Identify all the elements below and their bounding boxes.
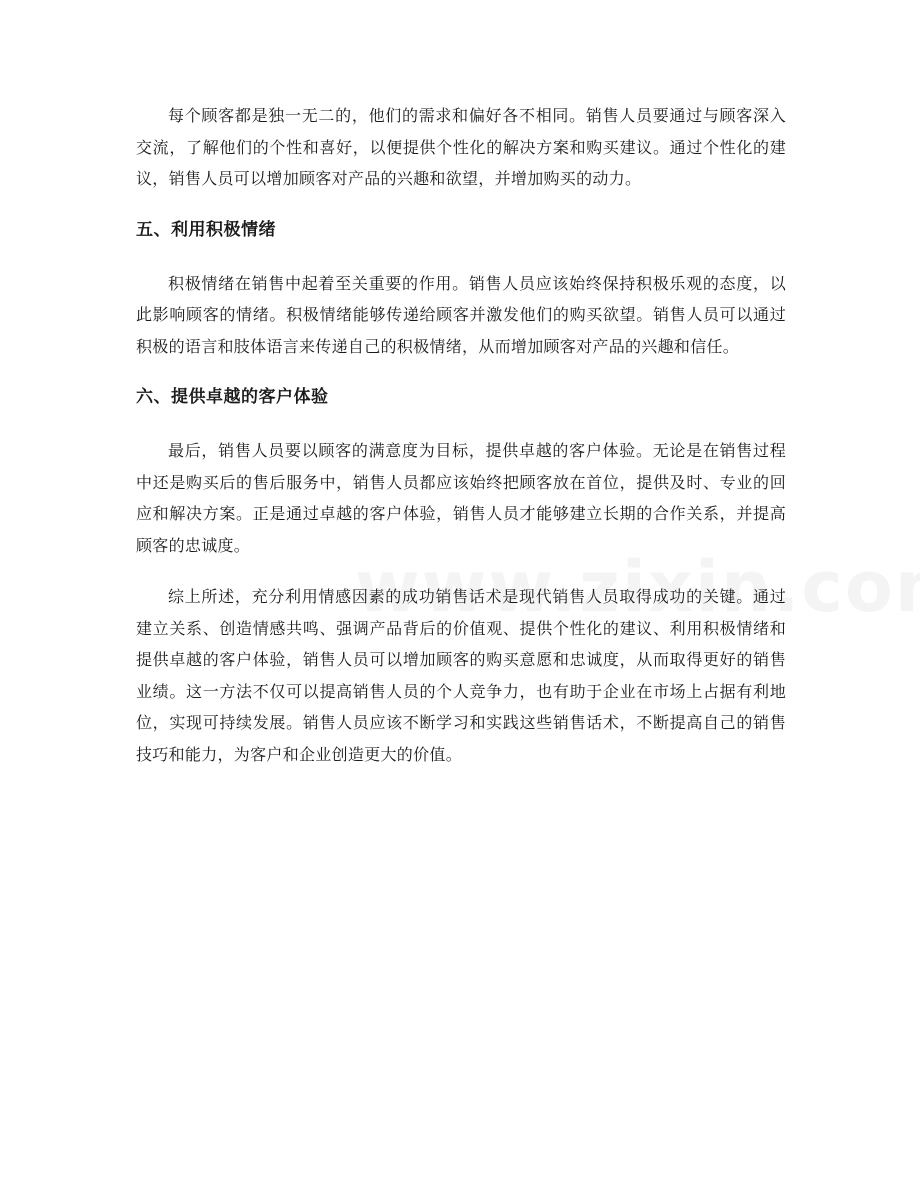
section-heading-positive-emotion: 五、利用积极情绪 [136, 219, 276, 240]
paragraph-customer-experience: 最后，销售人员要以顾客的满意度为目标，提供卓越的客户体验。无论是在销售过程中还是购买后的售后服务中，销售人员都应该始终把顾客放在首位，提供及时、专业的回应和解决方案。正是通过卓越的客户体验，销售人员才能够建立长期的合作关系，并提高顾客的忠诚度。 [136, 441, 786, 555]
document-page [136, 100, 786, 770]
paragraph-conclusion: 综上所述，充分利用情感因素的成功销售话术是现代销售人员取得成功的关键。通过建立关系、创造情感共鸣、强调产品背后的价值观、提供个性化的建议、利用积极情绪和提供卓越的客户体验，销售人员可以增加顾客的购买意愿和忠诚度，从而取得更好的销售业绩。这一方法不仅可以提高销售人员的个人竞争力，也有助于企业在市场上占据有利地位，实现可持续发展。销售人员应该不断学习和实践这些销售话术，不断提高自己的销售技巧和能力，为客户和企业创造更大的价值。 [136, 587, 786, 764]
section-heading-customer-experience: 六、提供卓越的客户体验 [136, 387, 329, 407]
paragraph-personalization: 每个顾客都是独一无二的，他们的需求和偏好各不相同。销售人员要通过与顾客深入交流，了解他们的个性和喜好，以便提供个性化的解决方案和购买建议。通过个性化的建议，销售人员可以增加顾客对产品的兴趣和欲望，并增加购买的动力。 [136, 106, 786, 188]
paragraph-positive-emotion: 积极情绪在销售中起着至关重要的作用。销售人员应该始终保持积极乐观的态度，以此影响顾客的情绪。积极情绪能够传递给顾客并激发他们的购买欲望。销售人员可以通过积极的语言和肢体语言来传递自己的积极情绪，从而增加顾客对产品的兴趣和信任。 [136, 273, 786, 356]
